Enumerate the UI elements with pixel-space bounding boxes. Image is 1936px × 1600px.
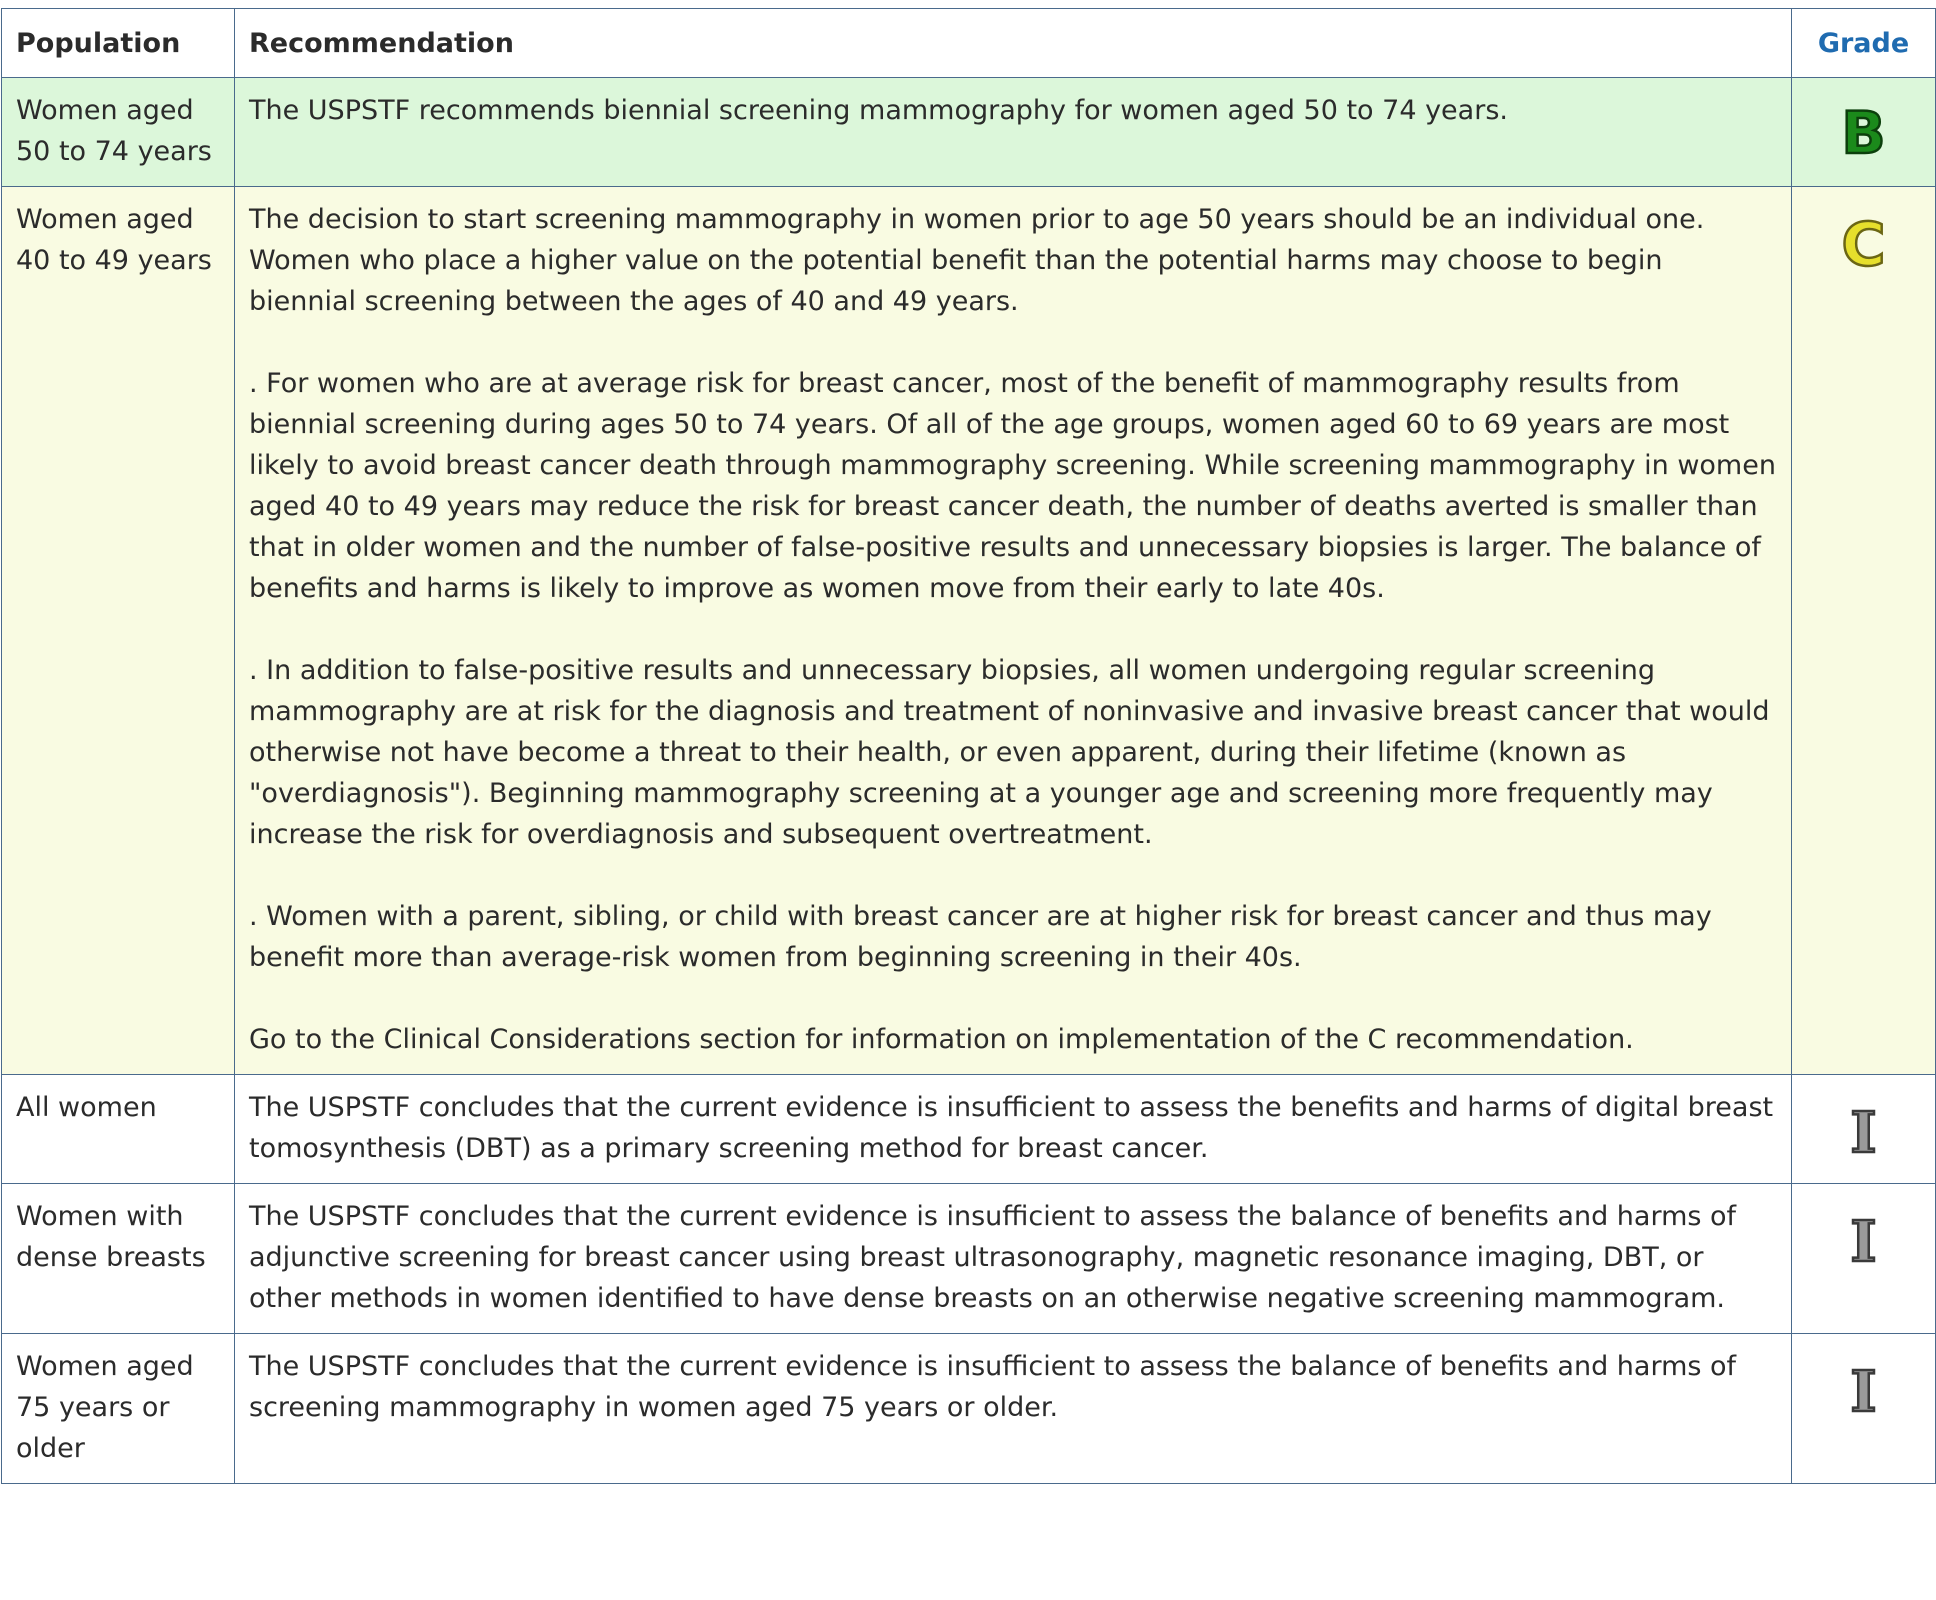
population-cell: All women xyxy=(2,1075,235,1184)
table-row-40-49 xyxy=(2,187,1936,1075)
recommendation-text: The decision to start screening mammography in women prior to age 50 years should be an individual one. Women who place a higher value on the potential benefit than the potential harms may choose to begin biennial screening between the ages of 40 and 49 years. xyxy=(249,204,1705,317)
grade-b-icon: B xyxy=(1841,99,1886,167)
recommendation-cell xyxy=(235,187,1792,1075)
recommendation-cell xyxy=(235,1075,1792,1184)
grade-i-icon: I xyxy=(1850,1359,1877,1425)
grade-c-icon: C xyxy=(1841,210,1886,280)
recommendation-text: Go to the Clinical Considerations section for information on implementation of the C recommendation. xyxy=(249,1024,1634,1055)
grade-i-icon: I xyxy=(1850,1209,1877,1275)
recommendation-cell xyxy=(235,78,1792,187)
table-header-row xyxy=(2,9,1936,78)
recommendation-text: . Women with a parent, sibling, or child with breast cancer are at higher risk for breast cancer and thus may benefit more than average-risk women from beginning screening in their 40s. xyxy=(249,901,1712,973)
table-row-dense-breasts xyxy=(2,1184,1936,1334)
grade-cell xyxy=(1792,78,1936,187)
recommendation-text: The USPSTF concludes that the current evidence is insufficient to assess the benefits and harms of digital breast tomosynthesis (DBT) as a primary screening method for breast cancer. xyxy=(249,1092,1774,1164)
recommendation-cell xyxy=(235,1184,1792,1334)
header-population: Population xyxy=(2,9,235,78)
grade-cell xyxy=(1792,1184,1936,1334)
recommendation-cell xyxy=(235,1334,1792,1484)
recommendation-text: . For women who are at average risk for breast cancer, most of the benefit of mammography results from biennial screening during ages 50 to 74 years. Of all of the age groups, women aged 60 to 69 years are most likely to avoid breast cancer death through mammography screening. While screening mammography in women aged 40 to 49 years may reduce the risk for breast cancer death, the number of deaths averted is smaller than that in older women and the number of false-positive results and unnecessary biopsies is larger. The balance of benefits and harms is likely to improve as women move from their early to late 40s. xyxy=(249,368,1776,604)
table-row-50-74 xyxy=(2,78,1936,187)
table-row-all-women xyxy=(2,1075,1936,1184)
grade-cell xyxy=(1792,1075,1936,1184)
recommendation-text: The USPSTF concludes that the current evidence is insufficient to assess the balance of benefits and harms of adjunctive screening for breast cancer using breast ultrasonography, magnetic resonance imaging, DBT, or other methods in women identified to have dense breasts on an otherwise negative screening mammogram. xyxy=(249,1201,1737,1314)
population-cell: Women aged 40 to 49 years xyxy=(2,187,235,1075)
population-cell: Women with dense breasts xyxy=(2,1184,235,1334)
header-grade: Grade xyxy=(1792,9,1936,78)
grade-cell xyxy=(1792,1334,1936,1484)
recommendation-text: . In addition to false-positive results and unnecessary biopsies, all women undergoing regular screening mammography are at risk for the diagnosis and treatment of noninvasive and invasive breast cancer that would otherwise not have become a threat to their health, or even apparent, during their lifetime (known as "overdiagnosis"). Beginning mammography screening at a younger age and screening more frequently may increase the risk for overdiagnosis and subsequent overtreatment. xyxy=(249,655,1770,850)
recommendation-table xyxy=(1,8,1936,1484)
grade-i-icon: I xyxy=(1850,1100,1877,1166)
header-recommendation: Recommendation xyxy=(235,9,1792,78)
grade-cell xyxy=(1792,187,1936,1075)
population-cell: Women aged 50 to 74 years xyxy=(2,78,235,187)
population-cell: Women aged 75 years or older xyxy=(2,1334,235,1484)
recommendation-text: The USPSTF concludes that the current evidence is insufficient to assess the balance of benefits and harms of screening mammography in women aged 75 years or older. xyxy=(249,1351,1737,1423)
recommendation-text: The USPSTF recommends biennial screening mammography for women aged 50 to 74 years. xyxy=(249,95,1508,126)
table-row-75-older xyxy=(2,1334,1936,1484)
